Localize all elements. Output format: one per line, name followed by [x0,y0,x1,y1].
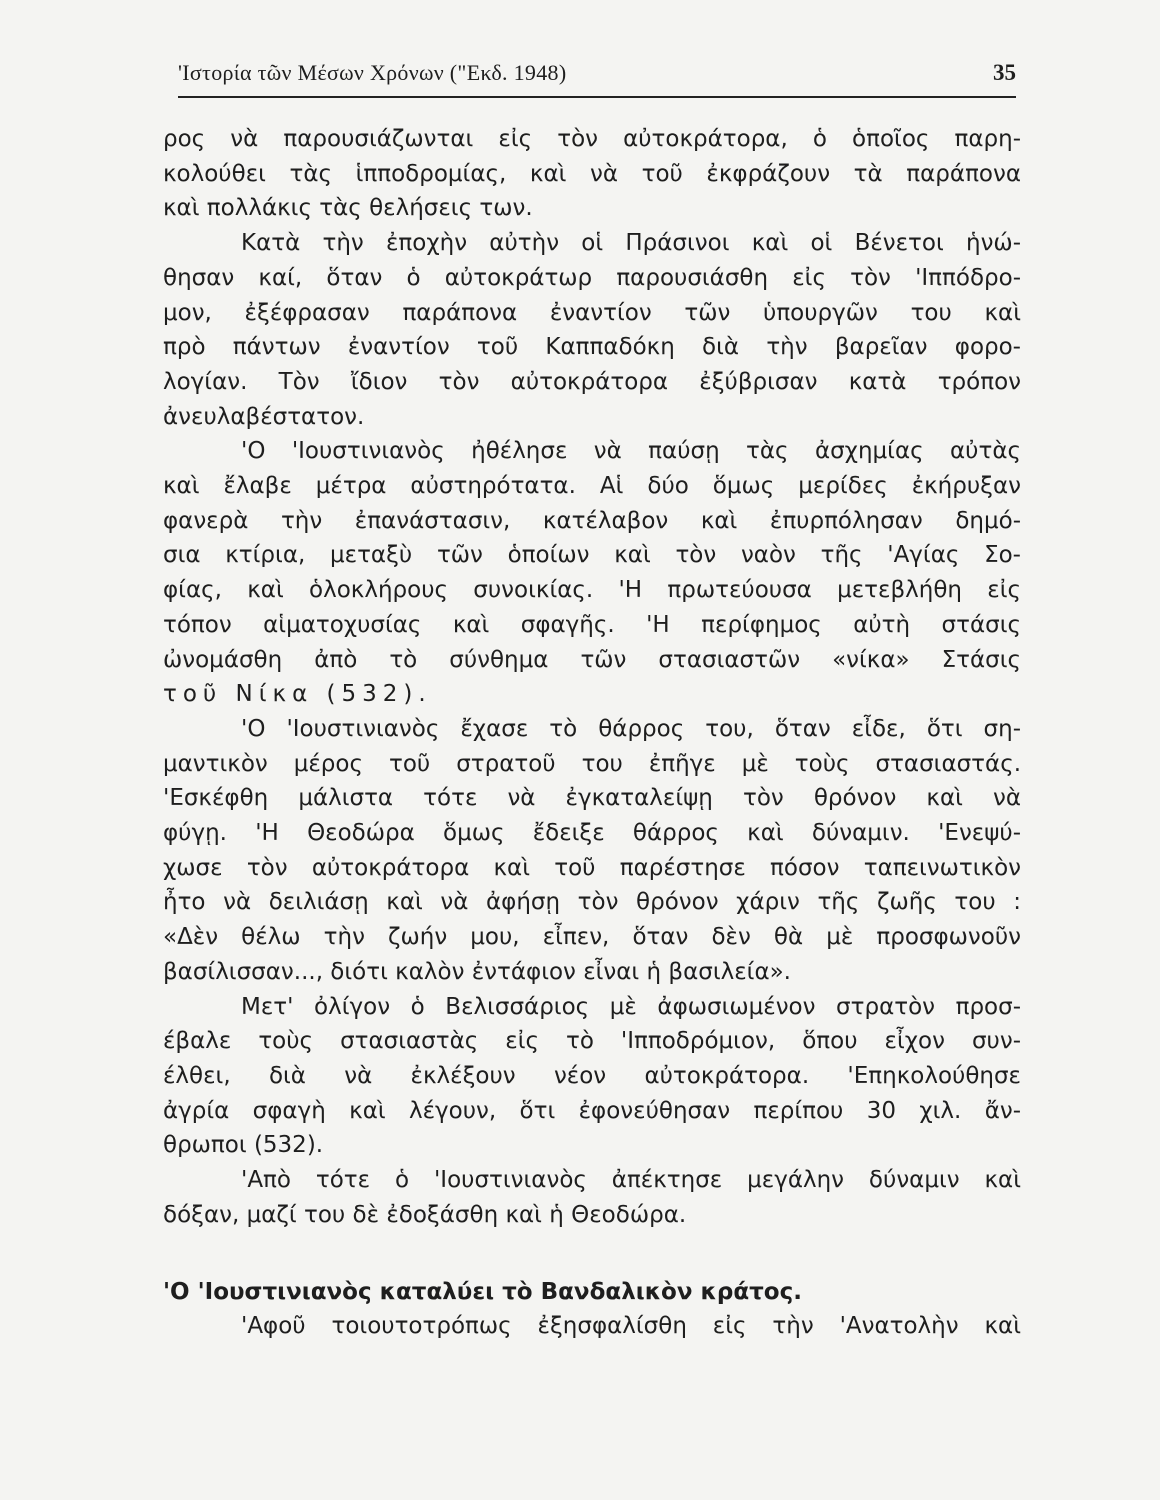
text-line: 'Ο 'Ιουστινιανὸς ἠθέλησε νὰ παύσῃ τὰς ἀσχημίας αὐτὰς [241,438,1021,465]
header-title: 'Ιστορία τῶν Μέσων Χρόνων ("Εκδ. 1948) [178,60,567,85]
text-line: φύγῃ. 'Η Θεοδώρα ὅμως ἔδειξε θάρρος καὶ δύναμιν. 'Ενεψύ- [163,820,1021,847]
paragraph-2 [163,226,1021,434]
text-line: θρωποι (532). [163,1132,324,1159]
text-line: 'Αφοῦ τοιουτοτρόπως ἐξησφαλίσθη εἰς τὴν 'Ανατολὴν καὶ [241,1313,1021,1340]
text-line: σια κτίρια, μεταξὺ τῶν ὁποίων καὶ τὸν ναὸν τῆς 'Αγίας Σο- [163,542,1021,569]
text-line: ἀγρία σφαγὴ καὶ λέγουν, ὅτι ἐφονεύθησαν περίπου 30 χιλ. ἄν- [163,1097,1021,1124]
section-paragraph [163,1309,1021,1344]
text-line: ὠνομάσθη ἀπὸ τὸ σύνθημα τῶν στασιαστῶν «νίκα» Στάσις [163,646,1021,673]
paragraph-6 [163,1163,1021,1232]
text-line: καὶ πολλάκις τὰς θελήσεις των. [163,195,533,222]
text-line: φίας, καὶ ὁλοκλήρους συνοικίας. 'Η πρωτεύουσα μετεβλήθη εἰς [163,577,1021,604]
paragraph-3 [163,434,1021,712]
text-line: 'Απὸ τότε ὁ 'Ιουστινιανὸς ἀπέκτησε μεγάλην δύναμιν καὶ [241,1167,1021,1194]
text-line: βασίλισσαν..., διότι καλὸν ἐντάφιον εἶναι ἡ βασιλεία». [163,958,791,985]
header-rule [178,96,1016,98]
paragraph-1 [163,122,1021,226]
text-line: έλθει, διὰ νὰ ἐκλέξουν νέον αὐτοκράτορα. 'Επηκολούθησε [163,1062,1021,1089]
text-line: τόπον αἱματοχυσίας καὶ σφαγῆς. 'Η περίφημος αὐτὴ στάσις [163,611,1021,638]
text-line: καὶ ἔλαβε μέτρα αὐστηρότατα. Αἱ δύο ὅμως μερίδες ἐκήρυξαν [163,473,1021,500]
text-line: «Δὲν θέλω τὴν ζωήν μου, εἶπεν, ὅταν δὲν θὰ μὲ προσφωνοῦν [163,924,1021,951]
running-header [178,60,1016,100]
page-number: 35 [993,60,1016,85]
text-line: Κατὰ τὴν ἐποχὴν αὐτὴν οἱ Πράσινοι καὶ οἱ Βένετοι ἡνώ- [241,230,1021,257]
text-line: κολούθει τὰς ἱπποδρομίας, καὶ νὰ τοῦ ἐκφράζουν τὰ παράπονα [163,160,1021,187]
paragraph-4 [163,712,1021,990]
text-line: ρος νὰ παρουσιάζωνται εἰς τὸν αὐτοκράτορα, ὁ ὁποῖος παρη- [163,126,1021,152]
body-text [163,122,1021,1344]
text-line: μον, ἐξέφρασαν παράπονα ἐναντίον τῶν ὑπουργῶν του καὶ [163,299,1021,326]
text-line: Μετ' ὀλίγον ὁ Βελισσάριος μὲ ἀφωσιωμένον στρατὸν προσ- [241,993,1021,1020]
text-line: πρὸ πάντων ἐναντίον τοῦ Καππαδόκη διὰ τὴν βαρεῖαν φορο- [163,334,1021,361]
text-line: δόξαν, μαζί του δὲ ἐδοξάσθη καὶ ἡ Θεοδώρα. [163,1201,687,1228]
section-heading: 'Ο 'Ιουστινιανὸς καταλύει τὸ Βανδαλικὸν κράτος. [163,1278,802,1305]
text-line: ἦτο νὰ δειλιάσῃ καὶ νὰ ἀφήσῃ τὸν θρόνον χάριν τῆς ζωῆς του : [163,889,1021,916]
text-line: τοῦ Νίκα (532). [163,681,432,708]
text-line: 'Ο 'Ιουστινιανὸς ἔχασε τὸ θάρρος του, ὅταν εἶδε, ὅτι ση- [241,715,1021,742]
text-line: φανερὰ τὴν ἐπανάστασιν, κατέλαβον καὶ ἐπυρπόλησαν δημό- [163,507,1021,534]
text-line: 'Εσκέφθη μάλιστα τότε νὰ ἐγκαταλείψῃ τὸν θρόνον καὶ νὰ [163,785,1021,812]
paragraph-5 [163,990,1021,1164]
text-line: έβαλε τοὺς στασιαστὰς εἰς τὸ 'Ιπποδρόμιον, ὅπου εἶχον συν- [163,1028,1021,1055]
text-line: θησαν καί, ὅταν ὁ αὐτοκράτωρ παρουσιάσθη εἰς τὸν 'Ιππόδρο- [163,264,1021,291]
text-line: λογίαν. Τὸν ἴδιον τὸν αὐτοκράτορα ἐξύβρισαν κατὰ τρόπον [163,368,1021,395]
text-line: ἀνευλαβέστατον. [163,403,365,430]
text-line: μαντικὸν μέρος τοῦ στρατοῦ του ἐπῆγε μὲ τοὺς στασιαστάς. [163,750,1021,777]
text-line: χωσε τὸν αὐτοκράτορα καὶ τοῦ παρέστησε πόσον ταπεινωτικὸν [163,854,1021,881]
